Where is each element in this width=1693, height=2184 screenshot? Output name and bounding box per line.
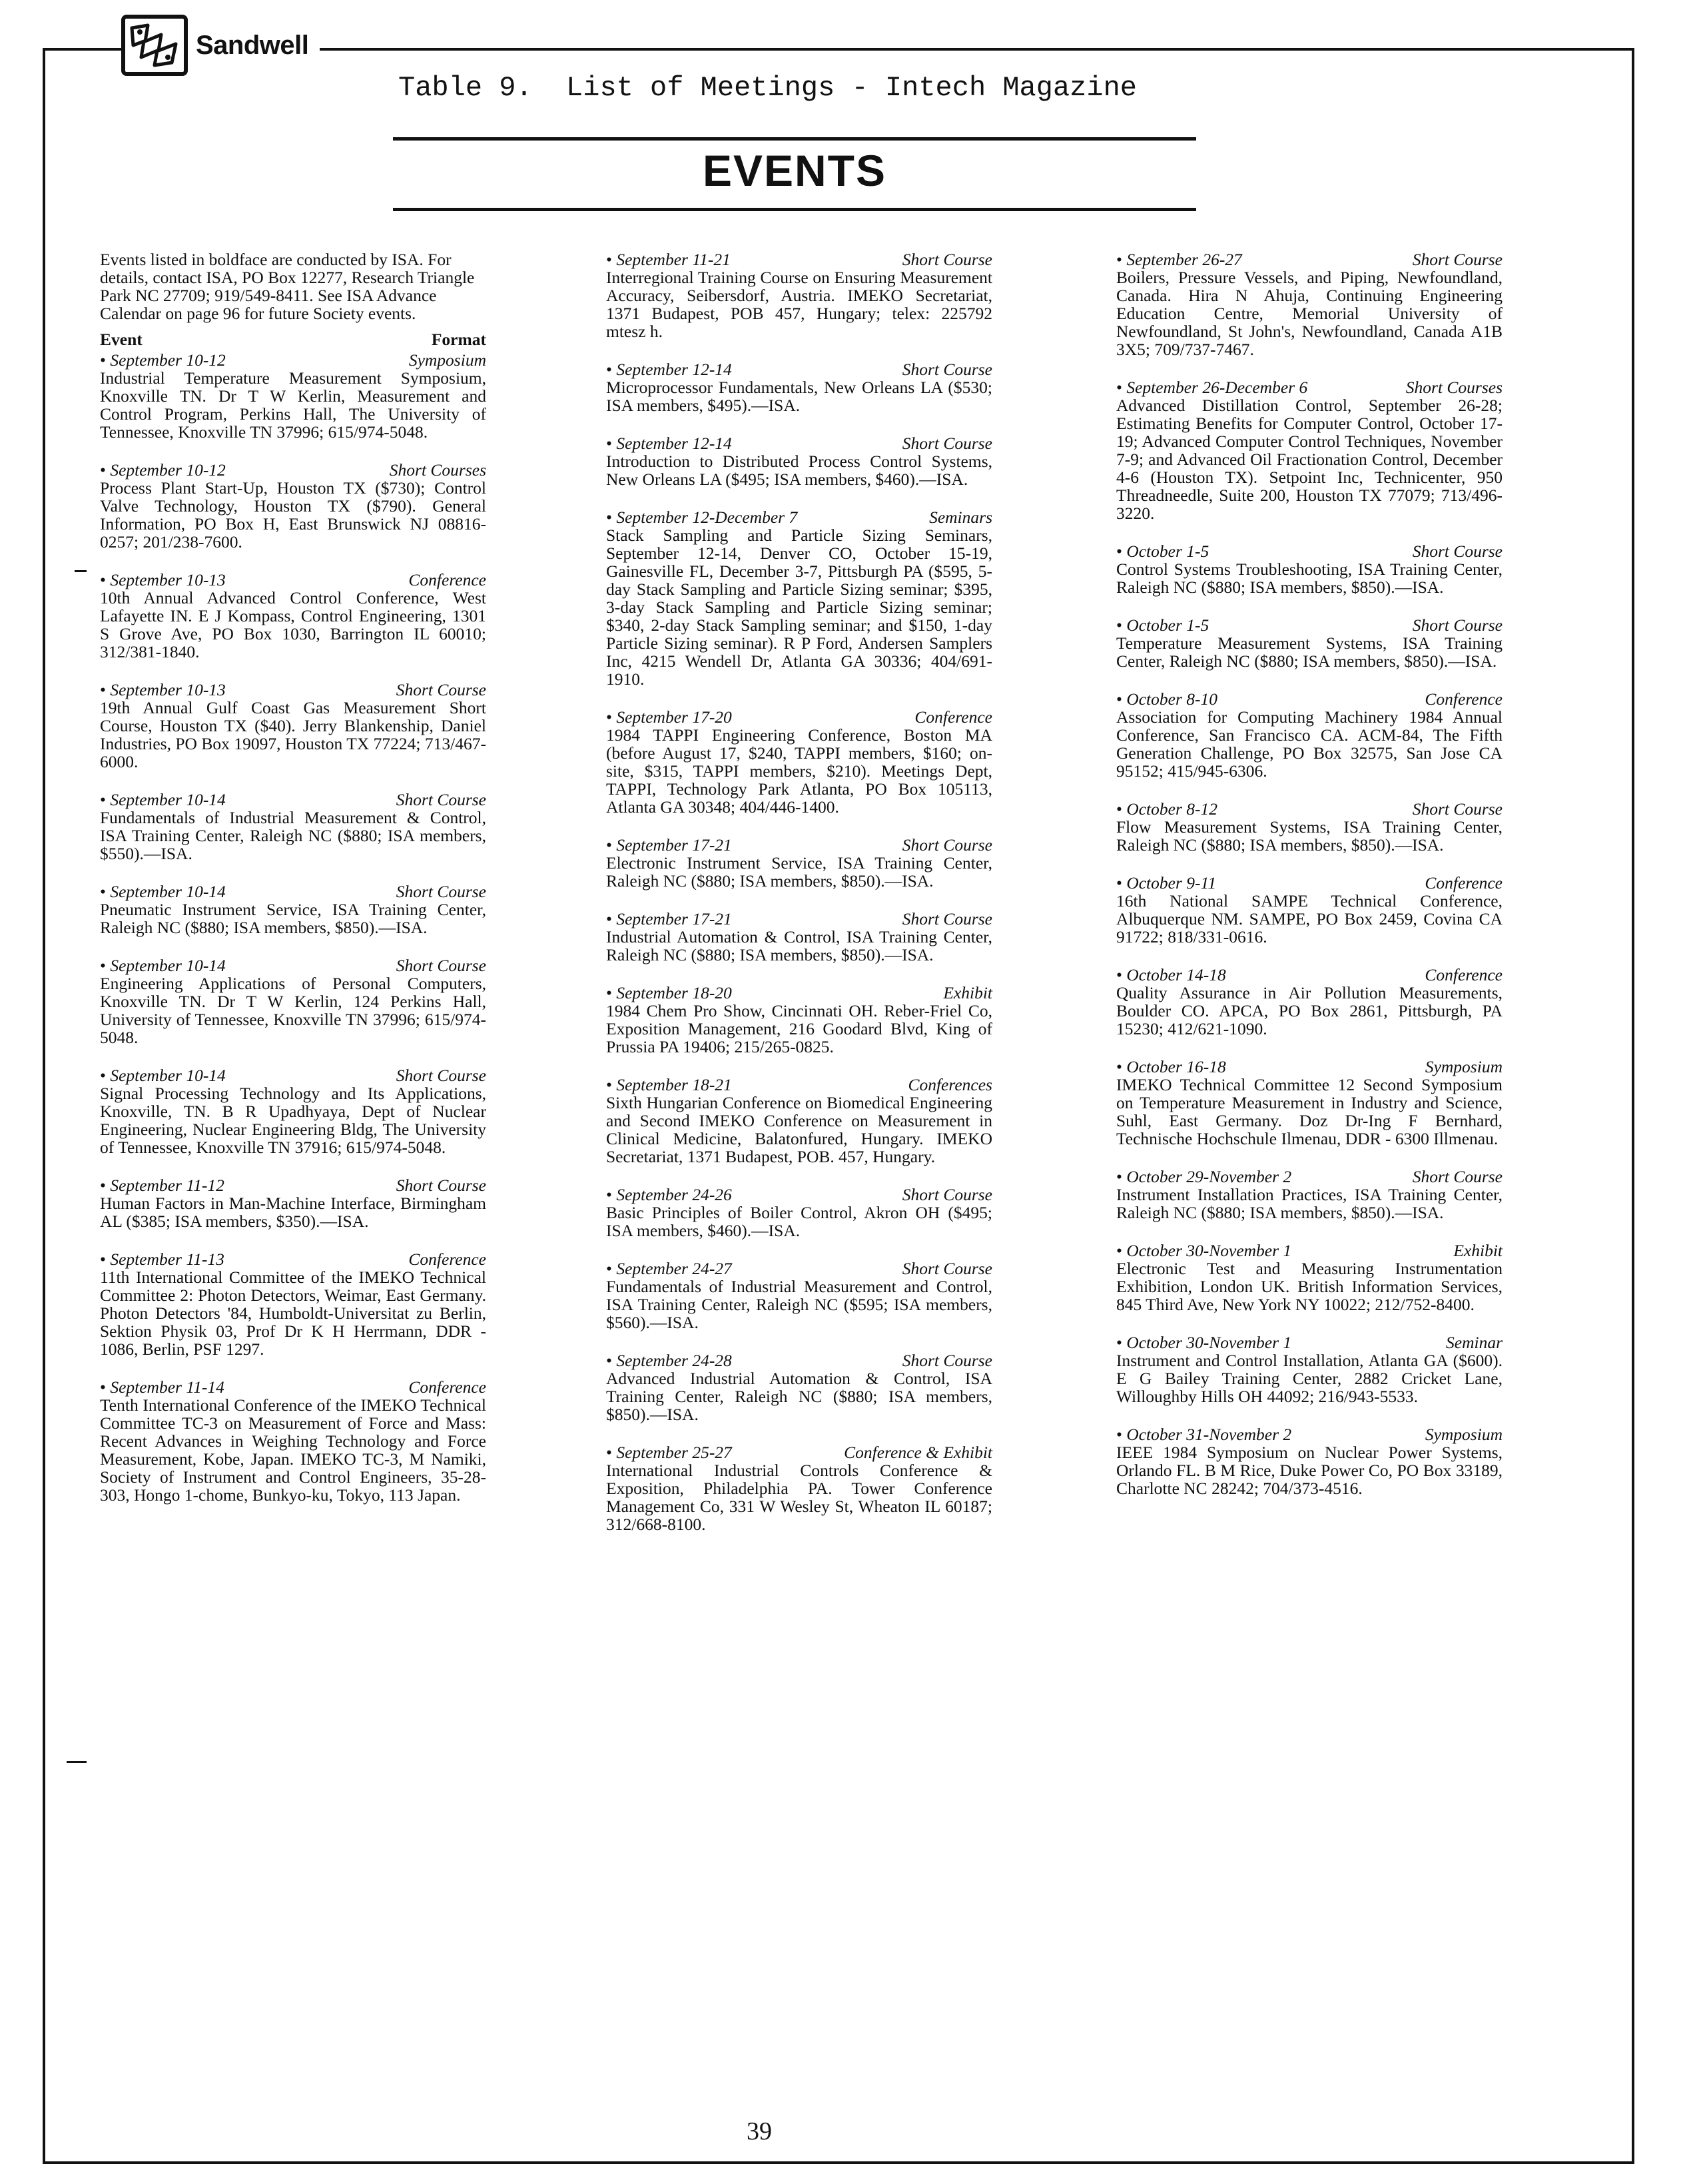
event-date: • September 18-20 (606, 984, 732, 1002)
event-date: • October 31-November 2 (1116, 1425, 1291, 1443)
event-entry (1116, 378, 1503, 522)
event-entry-header (606, 1186, 992, 1204)
event-entry (1116, 1242, 1503, 1313)
event-description: Industrial Temperature Measurement Symposium, Knoxville TN. Dr T W Kerlin, Measurement and Control Program, Perkins Hall, The University of Tennessee, Knoxville TN 37996; 615/974-5048. (100, 368, 486, 442)
event-description: Boilers, Pressure Vessels, and Piping, Newfoundland, Canada. Hira N Ahuja, Continuing Engineering Education Centre, Memorial University of Newfoundland, St John's, Newfoundland, Canada A1B 3X5; 709/737-7467. (1116, 268, 1503, 359)
format-column-label: Format (431, 330, 486, 349)
event-description: Process Plant Start-Up, Houston TX ($730); Control Valve Technology, Houston TX ($790). General Information, PO Box H, East Brunswick NJ 08816-0257; 201/238-7600. (100, 478, 486, 551)
event-date: • September 11-21 (606, 250, 731, 268)
event-date: • September 24-28 (606, 1351, 732, 1369)
event-format: Seminar (1446, 1333, 1503, 1352)
column-2-entries (606, 250, 992, 1533)
event-description: Instrument and Control Installation, Atlanta GA ($600). E G Bailey Training Center, 2882 Cricket Lane, Willoughby Hills OH 44092; 216/943-5533. (1116, 1351, 1503, 1406)
event-date: • September 10-14 (100, 1066, 226, 1084)
event-date: • September 25-27 (606, 1443, 732, 1461)
event-entry (606, 1260, 992, 1331)
events-column-3 (1116, 250, 1503, 1517)
event-date: • October 9-11 (1116, 874, 1216, 892)
event-entry-header (606, 984, 992, 1002)
event-date: • September 26-December 6 (1116, 378, 1307, 396)
event-description: Fundamentals of Industrial Measurement and Control, ISA Training Center, Raleigh NC ($595; ISA members, $560).—ISA. (606, 1277, 992, 1332)
events-column-2 (606, 250, 992, 1553)
sandwell-logo-icon (121, 15, 188, 76)
event-description: Stack Sampling and Particle Sizing Seminars, September 12-14, Denver CO, October 15-19, Gainesville FL, December 3-7, Pittsburgh PA ($595, 5-day Stack Sampling and Particle Sizing seminar; $395, 3-day Stack Sampling and Particle Sizing seminar; $340, 2-day Stack Sampling seminar; and $150, 1-day Particle Sizing seminar). R P Ford, Andersen Samplers Inc, 4215 Wendell Dr, Atlanta GA 30336; 404/691-1910. (606, 526, 992, 689)
event-format: Short Course (902, 1351, 992, 1370)
event-date: • September 24-26 (606, 1186, 732, 1204)
event-entry (100, 1378, 486, 1504)
event-entry-header (100, 571, 486, 589)
event-date: • September 11-12 (100, 1176, 224, 1194)
event-description: Association for Computing Machinery 1984 Annual Conference, San Francisco CA. ACM-84, The Fifth Generation Challenge, PO Box 32575, San Jose CA 95152; 415/945-6306. (1116, 707, 1503, 781)
event-format: Symposium (1425, 1425, 1503, 1444)
events-heading: EVENTS (702, 146, 887, 195)
event-entry-header (100, 351, 486, 369)
event-description: Fundamentals of Industrial Measurement & Control, ISA Training Center, Raleigh NC ($880; ISA members, $550).—ISA. (100, 808, 486, 863)
event-entry (1116, 250, 1503, 358)
event-format-header (100, 330, 486, 348)
event-date: • September 12-14 (606, 360, 732, 378)
event-description: IMEKO Technical Committee 12 Second Symposium on Temperature Measurement in Industry and Science, Suhl, East Germany. Doz Dr-Ing F Bernhard, Technische Hochschule Ilmenau, DDR - 6300 Illmenau. (1116, 1075, 1503, 1148)
event-entry (606, 1443, 992, 1533)
event-entry-header (1116, 1168, 1503, 1186)
frame-top-right-rule (320, 48, 1634, 51)
event-format: Exhibit (1453, 1241, 1503, 1260)
event-format: Short Course (1412, 799, 1503, 819)
event-format: Conferences (908, 1075, 992, 1094)
event-entry (100, 956, 486, 1046)
event-format: Short Courses (1405, 378, 1503, 397)
event-description: IEEE 1984 Symposium on Nuclear Power Systems, Orlando FL. B M Rice, Duke Power Co, PO Box 33189, Charlotte NC 28242; 704/373-4516. (1116, 1443, 1503, 1498)
event-entry (100, 571, 486, 661)
event-column-label: Event (100, 330, 143, 349)
event-entry (1116, 966, 1503, 1038)
event-entry (100, 461, 486, 551)
event-entry-header (100, 956, 486, 974)
event-entry-header (606, 508, 992, 526)
logo-mark-icon (128, 21, 181, 69)
event-entry-header (100, 883, 486, 901)
event-entry-header (1116, 616, 1503, 634)
event-entry (100, 791, 486, 863)
event-date: • September 12-14 (606, 434, 732, 452)
event-date: • October 16-18 (1116, 1058, 1226, 1076)
event-description: Sixth Hungarian Conference on Biomedical Engineering and Second IMEKO Conference on Measurement in Clinical Medicine, Balatonfured, Hungary. IMEKO Secretariat, 1371 Budapest, POB. 457, Hungary. (606, 1093, 992, 1166)
event-entry-header (606, 1260, 992, 1277)
event-entry (1116, 874, 1503, 946)
event-date: • September 17-21 (606, 910, 732, 928)
event-format: Short Course (902, 434, 992, 453)
sandwell-logo (121, 15, 308, 76)
event-description: 10th Annual Advanced Control Conference, West Lafayette IN. E J Kompass, Control Engineering, 1301 S Grove Ave, PO Box 1030, Barrington IL 60010; 312/381-1840. (100, 588, 486, 661)
frame-right-rule (1632, 48, 1634, 2164)
event-description: Advanced Industrial Automation & Control, ISA Training Center, Raleigh NC ($880; ISA members, $850).—ISA. (606, 1369, 992, 1424)
event-date: • October 1-5 (1116, 542, 1209, 560)
event-entry (100, 883, 486, 936)
event-entry-header (100, 1250, 486, 1268)
event-description: Signal Processing Technology and Its Applications, Knoxville, TN. B R Upadhyaya, Dept of Nuclear Engineering, Nuclear Engineering Bldg, The University of Tennessee, Knoxville TN 37916; 615/974-5048. (100, 1084, 486, 1157)
event-entry-header (100, 681, 486, 699)
event-format: Short Course (396, 882, 486, 901)
event-description: 11th International Committee of the IMEKO Technical Committee 2: Photon Detectors, Weimar, East Germany. Photon Detectors '84, Humboldt-Universitat zu Berlin, Sektion Physik 03, Prof Dr K H Herrmann, DDR - 1086, Berlin, PSF 1297. (100, 1268, 486, 1359)
event-entry-header (606, 1076, 992, 1094)
event-description: Microprocessor Fundamentals, New Orleans LA ($530; ISA members, $495).—ISA. (606, 378, 992, 415)
event-entry (606, 360, 992, 414)
event-description: International Industrial Controls Conference & Exposition, Philadelphia PA. Tower Conference Management Co, 331 W Wesley St, Wheaton IL 60187; 312/668-8100. (606, 1461, 992, 1534)
event-format: Conference (408, 1377, 486, 1397)
event-entry-header (1116, 1333, 1503, 1351)
event-date: • October 8-10 (1116, 690, 1217, 708)
column-1-entries (100, 351, 486, 1504)
event-entry (606, 250, 992, 340)
event-format: Short Course (902, 909, 992, 928)
event-entry (100, 1176, 486, 1230)
event-entry-header (1116, 800, 1503, 818)
event-entry-header (1116, 542, 1503, 560)
event-format: Short Course (902, 360, 992, 379)
event-entry-header (1116, 690, 1503, 708)
events-top-rule (393, 137, 1196, 141)
event-description: Control Systems Troubleshooting, ISA Training Center, Raleigh NC ($880; ISA members, $850).—ISA. (1116, 559, 1503, 597)
event-entry (606, 910, 992, 964)
event-entry (606, 434, 992, 488)
event-entry (100, 1250, 486, 1358)
event-format: Short Course (902, 1259, 992, 1278)
event-date: • September 11-14 (100, 1378, 224, 1396)
event-date: • September 24-27 (606, 1260, 732, 1277)
event-description: Introduction to Distributed Process Control Systems, New Orleans LA ($495; ISA members, $460).—ISA. (606, 452, 992, 489)
event-date: • September 10-13 (100, 571, 226, 589)
event-date: • October 1-5 (1116, 616, 1209, 634)
event-entry (606, 1186, 992, 1240)
event-entry-header (100, 461, 486, 479)
frame-top-left-rule (43, 48, 121, 51)
event-date: • October 8-12 (1116, 800, 1217, 818)
event-entry (1116, 616, 1503, 670)
event-entry-header (606, 1351, 992, 1369)
event-date: • September 10-13 (100, 681, 226, 699)
event-format: Short Course (1412, 250, 1503, 269)
event-format: Symposium (408, 350, 486, 370)
event-entry-header (1116, 1058, 1503, 1076)
event-description: Pneumatic Instrument Service, ISA Training Center, Raleigh NC ($880; ISA members, $850).—ISA. (100, 900, 486, 937)
event-date: • October 30-November 1 (1116, 1242, 1291, 1260)
event-entry (606, 836, 992, 890)
event-format: Short Course (396, 680, 486, 699)
event-entry (100, 681, 486, 771)
event-description: Advanced Distillation Control, September 26-28; Estimating Benefits for Computer Control, October 17-19; Advanced Computer Control Techniques, November 7-9; and Advanced Oil Fractionation Control, December 4-6 (Houston TX). Setpoint Inc, Technicenter, 950 Threadneedle, Suite 200, Houston TX 77079; 713/496-3220. (1116, 396, 1503, 523)
event-entry-header (1116, 874, 1503, 892)
event-description: Interregional Training Course on Ensuring Measurement Accuracy, Seibersdorf, Austria. IMEKO Secretariat, 1371 Budapest, POB 457, Hungary; telex: 225792 mtesz h. (606, 268, 992, 341)
event-description: Instrument Installation Practices, ISA Training Center, Raleigh NC ($880; ISA members, $850).—ISA. (1116, 1185, 1503, 1222)
event-entry-header (606, 836, 992, 854)
event-entry-header (606, 1443, 992, 1461)
event-entry (1116, 800, 1503, 854)
event-entry-header (606, 360, 992, 378)
frame-left-rule (43, 48, 45, 2164)
event-date: • September 10-12 (100, 351, 226, 369)
page-number: 39 (747, 2117, 772, 2145)
event-date: • September 10-14 (100, 883, 226, 901)
event-date: • October 30-November 1 (1116, 1333, 1291, 1351)
event-format: Short Course (902, 1185, 992, 1204)
margin-mark (67, 1761, 87, 1763)
event-entry (1116, 690, 1503, 780)
event-description: Tenth International Conference of the IMEKO Technical Committee TC-3 on Measurement of Force and Mass: Recent Advances in Weighing Technology and Force Measurement, Kobe, Japan. IMEKO TC-3, M Namiki, Society of Instrument and Control Engineers, 35-28-303, Hongo 1-chome, Bunkyo-ku, Tokyo, 113 Japan. (100, 1395, 486, 1505)
event-format: Short Course (396, 1066, 486, 1085)
event-date: • September 10-14 (100, 791, 226, 809)
event-entry (1116, 1058, 1503, 1148)
event-format: Conference (408, 1250, 486, 1269)
event-description: Engineering Applications of Personal Computers, Knoxville TN. Dr T W Kerlin, 124 Perkins Hall, University of Tennessee, Knoxville TN 37996; 615/974-5048. (100, 974, 486, 1047)
event-format: Symposium (1425, 1057, 1503, 1076)
event-format: Short Course (902, 835, 992, 855)
events-column-1 (100, 250, 486, 1524)
event-description: Human Factors in Man-Machine Interface, Birmingham AL ($385; ISA members, $350).—ISA. (100, 1194, 486, 1231)
event-format: Short Course (1412, 542, 1503, 561)
event-date: • September 17-20 (606, 708, 732, 726)
event-format: Short Course (1412, 615, 1503, 635)
events-bottom-rule (393, 208, 1196, 211)
event-entry (1116, 542, 1503, 596)
event-date: • September 11-13 (100, 1250, 224, 1268)
event-date: • September 17-21 (606, 836, 732, 854)
event-entry-header (100, 791, 486, 809)
margin-mark (75, 570, 87, 572)
event-entry-header (1116, 1425, 1503, 1443)
intro-text: Events listed in boldface are conducted by ISA. For details, contact ISA, PO Box 12277, Research Triangle Park NC 27709; 919/549-8411. See ISA Advance Calendar on page 96 for future Society events. (100, 250, 475, 323)
event-description: Flow Measurement Systems, ISA Training Center, Raleigh NC ($880; ISA members, $850).—ISA. (1116, 817, 1503, 855)
event-description: Electronic Test and Measuring Instrumentation Exhibition, London UK. British Information Services, 845 Third Ave, New York NY 10022; 212/752-8400. (1116, 1259, 1503, 1314)
event-entry (606, 1351, 992, 1423)
event-date: • September 10-14 (100, 956, 226, 974)
event-format: Conference (914, 707, 992, 727)
event-date: • October 14-18 (1116, 966, 1226, 984)
event-description: 1984 TAPPI Engineering Conference, Boston MA (before August 17, $240, TAPPI members, $160; on-site, $315, TAPPI members, $210). Meetings Dept, TAPPI, Technology Park Atlanta, PO Box 105113, Atlanta GA 30348; 404/446-1400. (606, 725, 992, 817)
event-date: • September 18-21 (606, 1076, 732, 1094)
event-entry (1116, 1333, 1503, 1405)
event-entry-header (1116, 966, 1503, 984)
event-format: Conference (1425, 965, 1503, 984)
logo-text: Sandwell (196, 30, 309, 60)
event-entry-header (606, 708, 992, 726)
event-date: • September 12-December 7 (606, 508, 797, 526)
event-description: Basic Principles of Boiler Control, Akron OH ($495; ISA members, $460).—ISA. (606, 1203, 992, 1240)
event-entry (100, 351, 486, 441)
event-entry (100, 1066, 486, 1156)
event-entry-header (100, 1066, 486, 1084)
event-entry (606, 984, 992, 1056)
table-title: Table 9. List of Meetings - Intech Magazine (398, 72, 1137, 104)
event-format: Short Course (902, 250, 992, 269)
event-entry-header (100, 1176, 486, 1194)
event-entry (606, 708, 992, 816)
event-format: Conference & Exhibit (844, 1443, 992, 1462)
event-entry-header (606, 250, 992, 268)
event-entry-header (1116, 378, 1503, 396)
event-entry-header (1116, 1242, 1503, 1260)
event-format: Conference (408, 570, 486, 589)
event-entry-header (606, 910, 992, 928)
event-format: Short Course (396, 1176, 486, 1195)
event-entry-header (1116, 250, 1503, 268)
event-date: • September 26-27 (1116, 250, 1242, 268)
event-entry-header (606, 434, 992, 452)
event-format: Short Course (396, 790, 486, 809)
event-format: Short Courses (389, 460, 486, 480)
event-description: 1984 Chem Pro Show, Cincinnati OH. Reber-Friel Co, Exposition Management, 216 Goodard Blvd, King of Prussia PA 19406; 215/265-0825. (606, 1001, 992, 1056)
event-description: Electronic Instrument Service, ISA Training Center, Raleigh NC ($880; ISA members, $850).—ISA. (606, 853, 992, 891)
event-description: Temperature Measurement Systems, ISA Training Center, Raleigh NC ($880; ISA members, $850).—ISA. (1116, 633, 1503, 671)
event-format: Seminars (929, 508, 992, 527)
event-entry (1116, 1425, 1503, 1497)
event-description: 16th National SAMPE Technical Conference, Albuquerque NM. SAMPE, PO Box 2459, Covina CA 91722; 818/331-0616. (1116, 891, 1503, 946)
event-format: Conference (1425, 689, 1503, 709)
event-format: Exhibit (943, 983, 992, 1002)
event-format: Short Course (1412, 1167, 1503, 1186)
frame-bottom-rule (43, 2161, 1634, 2164)
event-entry (606, 508, 992, 688)
event-entry (1116, 1168, 1503, 1222)
event-entry (606, 1076, 992, 1166)
event-description: Quality Assurance in Air Pollution Measurements, Boulder CO. APCA, PO Box 2861, Pittsburgh, PA 15230; 412/621-1090. (1116, 983, 1503, 1038)
event-format: Conference (1425, 873, 1503, 893)
event-date: • September 10-12 (100, 461, 226, 479)
event-description: 19th Annual Gulf Coast Gas Measurement Short Course, Houston TX ($40). Jerry Blankenship, Daniel Industries, PO Box 19097, Houston TX 77224; 713/467-6000. (100, 698, 486, 771)
event-format: Short Course (396, 956, 486, 975)
event-entry-header (100, 1378, 486, 1396)
column-3-entries (1116, 250, 1503, 1497)
event-description: Industrial Automation & Control, ISA Training Center, Raleigh NC ($880; ISA members, $850).—ISA. (606, 927, 992, 964)
event-date: • October 29-November 2 (1116, 1168, 1291, 1186)
